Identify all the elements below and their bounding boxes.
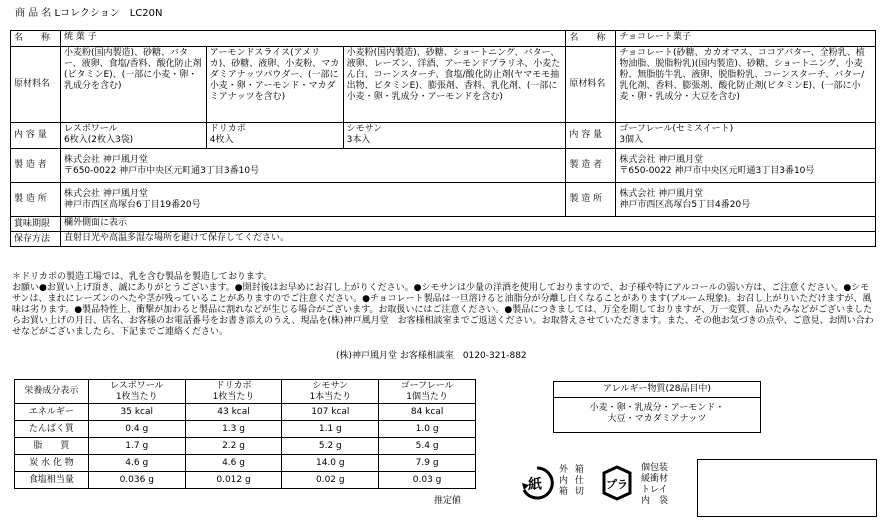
- nutrition-row-label: 食塩相当量: [15, 472, 89, 489]
- factory-label-right: 製 造 所: [566, 183, 616, 217]
- customer-contact: (株)神戸風月堂 お客様相談室 0120-321-882: [336, 351, 527, 361]
- nutrition-col-lesboire: レスボワール 1枚当たり: [88, 380, 185, 404]
- allergen-value: 小麦・卵・乳成分・アーモンド・ 大豆・マカダミアナッツ: [589, 403, 725, 424]
- ingredients-label: 原材料名: [11, 47, 61, 123]
- nutrition-cell: 0.036 g: [88, 472, 185, 489]
- maker-left: 株式会社 神戸風月堂 〒650-0022 神戸市中央区元町通3丁目3番10号: [60, 149, 565, 183]
- factory-right: 株式会社 神戸風月堂 神戸市西区高塚台5丁目4番20号: [616, 183, 876, 217]
- nutrition-footnote: 推定値: [434, 496, 462, 506]
- nutrition-row: [15, 472, 476, 489]
- ingredients-dricabo: アーモンドスライス(アメリカ)、砂糖、液卵、小麦粉、マカダミアナッツパウダー、(一部に小麦・卵・アーモンド・マカダミアナッツを含む): [206, 47, 343, 123]
- ingredients-shimosan: 小麦粉(国内製造)、砂糖、ショートニング、バター、液卵、レーズン、洋酒、アーモンドプラリネ、小麦たん白、コーンスターチ、食塩/酸化防止剤(ヤマモモ抽出物、ビタミンE)、膨張剤、香料、乳化剤、(一部に小麦・卵・乳成分・アーモンドを含む): [343, 47, 566, 123]
- paper-recycle-text: 外 箱 内 仕 箱 切: [559, 465, 586, 497]
- nutrition-row: [15, 438, 476, 455]
- content-label: 内 容 量: [11, 123, 61, 149]
- nutrition-cell: 14.0 g: [282, 455, 379, 472]
- expiry-label: 賞味期限: [11, 217, 61, 232]
- nutrition-cell: 0.02 g: [282, 472, 379, 489]
- content-dricabo: ドリカボ 4枚入: [206, 123, 343, 149]
- paper-mark-label: 紙: [528, 477, 542, 493]
- storage-value: 直射日光や高温多湿な場所を避けて保存してください。: [60, 232, 875, 247]
- nutrition-row: [15, 455, 476, 472]
- paper-recycle-icon: [519, 465, 555, 501]
- maker-label-right: 製 造 者: [566, 149, 616, 183]
- nutrition-col-dricabo: ドリカボ 1枚当たり: [185, 380, 282, 404]
- plastic-mark-label: プラ: [606, 478, 628, 491]
- plastic-recycle-icon: [598, 465, 636, 501]
- nutrition-row-label: エネルギー: [15, 404, 89, 421]
- content-lesboire: レスボワール 6枚入(2枚入3袋): [60, 123, 206, 149]
- nutrition-col-shimosan: シモサン 1本当たり: [282, 380, 379, 404]
- expiry-value: 欄外側面に表示: [60, 217, 875, 232]
- content-gaufrel: ゴーフレール(セミスイート) 3個入: [616, 123, 876, 149]
- nutrition-cell: 43 kcal: [185, 404, 282, 421]
- nutrition-cell: 2.2 g: [185, 438, 282, 455]
- nutrition-cell: 1.0 g: [379, 421, 476, 438]
- nutrition-cell: 5.4 g: [379, 438, 476, 455]
- ingredients-label-right: 原材料名: [566, 47, 616, 123]
- nutrition-cell: 0.012 g: [185, 472, 282, 489]
- content-label-right: 内 容 量: [566, 123, 616, 149]
- nutrition-cell: 35 kcal: [88, 404, 185, 421]
- name-label-right: 名 称: [566, 31, 616, 47]
- nutrition-cell: 84 kcal: [379, 404, 476, 421]
- nutrition-cell: 4.6 g: [88, 455, 185, 472]
- expiry-print-box: [697, 459, 877, 517]
- nutrition-cell: 1.3 g: [185, 421, 282, 438]
- nutrition-cell: 5.2 g: [282, 438, 379, 455]
- allergen-title: アレルギー物質(28品目中): [554, 382, 760, 398]
- name-label: 名 称: [11, 31, 61, 47]
- ingredients-lesboire: 小麦粉(国内製造)、砂糖、バター、液卵、食塩/香料、酸化防止剤(ビタミンE)、(一部に小麦・卵・乳成分を含む): [60, 47, 206, 123]
- name-value-left: 焼 菓 子: [60, 31, 565, 47]
- nutrition-cell: 7.9 g: [379, 455, 476, 472]
- name-value-right: チョコレート菓子: [616, 31, 876, 47]
- nutrition-table: [14, 379, 476, 489]
- factory-label: 製 造 所: [11, 183, 61, 217]
- nutrition-cell: 1.7 g: [88, 438, 185, 455]
- nutrition-cell: 1.1 g: [282, 421, 379, 438]
- notice-text: ＊ドリカボの製造工場では、乳を含む製品を製造しております。 お願い●お買い上げ頂き、誠にありがとうございます。●開封後はお早めにお召し上がりください。●シモサンは少量の洋酒を使用しておりますので、お子様や特にアルコールの弱い方は、ご注意ください。●シモサンは、まれにレーズンのへたや茎が残っていることがありますのでご注意ください。●チョコレート製品は一旦溶けると油脂分が分離し白くなることがあります(ブルーム現象)。お召し上がりいただけますが、風味は劣ります。●製品特性上、衝撃が加わると製品に割れなどが生じる場合がございます。お取扱いにはご注意ください。●製品につきましては、万全を期しておりますが、万一変質、品いたみなどがございましたらお買い上げの月日、店名、お客様のお電話番号をお書き添えのうえ、現品を(株)神戸風月堂 お客様相談室までご返送ください。お取替えさせていただきます。また、その他お気づきの点や、ご意見、お問い合わせなどがございましたら、下記までご連絡ください。: [12, 272, 874, 337]
- nutrition-col-gaufrel: ゴーフレール 1個当たり: [379, 380, 476, 404]
- maker-label: 製 造 者: [11, 149, 61, 183]
- allergen-box: [553, 381, 761, 433]
- nutrition-cell: 0.4 g: [88, 421, 185, 438]
- plastic-recycle-text: 個包装 緩衝材 トレイ 内 袋: [641, 463, 669, 506]
- nutrition-row-label: 脂 質: [15, 438, 89, 455]
- nutrition-row-label: たんぱく質: [15, 421, 89, 438]
- maker-right: 株式会社 神戸風月堂 〒650-0022 神戸市中央区元町通3丁目3番10号: [616, 149, 876, 183]
- nutrition-row-label: 炭 水 化 物: [15, 455, 89, 472]
- nutrition-row: [15, 421, 476, 438]
- nutrition-cell: 0.03 g: [379, 472, 476, 489]
- content-shimosan: シモサン 3本入: [343, 123, 566, 149]
- nutrition-row: [15, 404, 476, 421]
- product-title: 商 品 名 Lコレクション LC20N: [15, 8, 163, 19]
- nutrition-cell: 107 kcal: [282, 404, 379, 421]
- storage-label: 保存方法: [11, 232, 61, 247]
- factory-left: 株式会社 神戸風月堂 神戸市西区高塚台6丁目19番20号: [60, 183, 565, 217]
- nutrition-header-label: 栄養成分表示: [15, 380, 89, 404]
- ingredients-gaufrel: チョコレート(砂糖、カカオマス、ココアバター、全粉乳、植物油脂、脱脂粉乳)(国内製造)、砂糖、ショートニング、小麦粉、無脂肪牛乳、液卵、脱脂粉乳、コーンスターチ、バター/乳化剤、香料、膨張剤、酸化防止剤(ビタミンE)、(一部に小麦・卵・乳成分・大豆を含む): [616, 47, 876, 123]
- spec-table: [10, 30, 876, 247]
- nutrition-cell: 4.6 g: [185, 455, 282, 472]
